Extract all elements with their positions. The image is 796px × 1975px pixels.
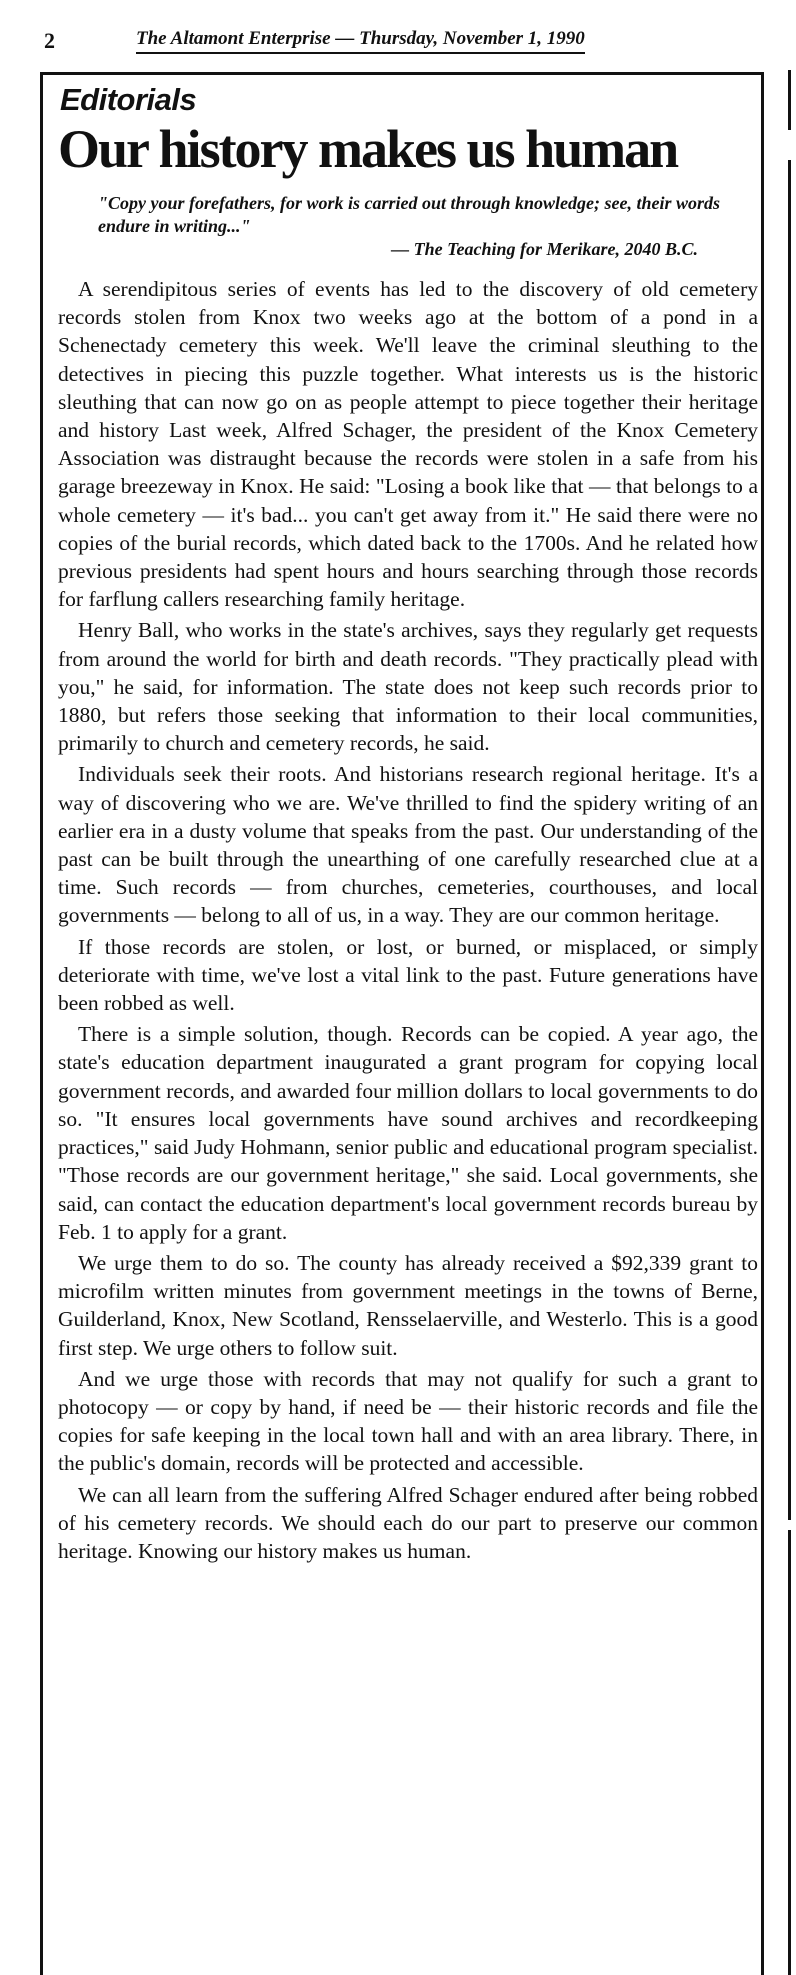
article-body — [58, 275, 758, 1565]
section-label: Editorials — [60, 82, 197, 117]
page-number: 2 — [44, 28, 55, 53]
epigraph-quote: "Copy your forefathers, for work is carried out through knowledge; see, their words endure in writing..." — [98, 193, 721, 236]
paragraph: We urge them to do so. The county has already received a $92,339 grant to microfilm written minutes from government meetings in the towns of Berne, Guilderland, Knox, New Scotland, Rensselaerville, and Westerlo. This is a good first step. We urge others to follow suit. — [58, 1250, 758, 1360]
epigraph — [98, 192, 738, 261]
paragraph: If those records are stolen, or lost, or burned, or misplaced, or simply deteriorate with time, we've lost a vital link to the past. Future generations have been robbed as well. — [58, 934, 758, 1016]
editorial-article — [58, 82, 758, 1568]
paragraph: There is a simple solution, though. Records can be copied. A year ago, the state's education department inaugurated a grant program for copying local government records, and awarded four million dollars to local governments to do so. "It ensures local governments have sound archives and recordkeeping practices," said Judy Hohmann, senior public and educational program specialist. "Those records are our government heritage," she said. Local governments, she said, can contact the education department's local government records bureau by Feb. 1 to apply for a grant. — [58, 1022, 758, 1244]
adjacent-column-rule — [788, 1530, 791, 1975]
paragraph: A serendipitous series of events has led to the discovery of old cemetery records stolen from Knox two weeks ago at the bottom of a pond in a Schenectady cemetery this week. We'll leave the criminal sleuthing to the detectives in piecing this puzzle together. What interests us is the historic sleuthing that can now go on as people attempt to piece together their heritage and history Last week, Alfred Schager, the president of the Knox Cemetery Association was distraught because the records were stolen in a safe from his garage breezeway in Knox. He said: "Losing a book like that — that belongs to a whole cemetery — it's bad... you can't get away from it." He said there were no copies of the burial records, which dated back to the 1700s. And he related how previous presidents had spent hours and hours searching through those records for farflung callers researching family heritage. — [58, 277, 758, 612]
running-head: The Altamont Enterprise — Thursday, November 1, 1990 — [136, 28, 585, 54]
headline: Our history makes us human — [58, 119, 678, 179]
adjacent-column-rule — [788, 160, 791, 1520]
paragraph: Henry Ball, who works in the state's archives, says they regularly get requests from around the world for birth and death records. "They practically plead with you," he said, for information. The state does not keep such records prior to 1880, but refers those seeking that information to their local communities, primarily to church and cemetery records, he said. — [58, 618, 758, 756]
page-header — [40, 26, 780, 56]
paragraph: And we urge those with records that may not qualify for such a grant to photocopy — or copy by hand, if need be — their historic records and file the copies for safe keeping in the local town hall and with an area library. There, in the public's domain, records will be protected and accessible. — [58, 1366, 758, 1476]
epigraph-source: — The Teaching for Merikare, 2040 B.C. — [391, 239, 698, 259]
adjacent-column-rule — [788, 70, 791, 130]
paragraph: We can all learn from the suffering Alfred Schager endured after being robbed of his cemetery records. We should each do our part to preserve our common heritage. Knowing our history makes us human. — [58, 1482, 758, 1563]
paragraph: Individuals seek their roots. And historians research regional heritage. It's a way of discovering who we are. We've thrilled to find the spidery writing of an earlier era in a dusty volume that speaks from the past. Our understanding of the past can be built through the unearthing of one carefully researched clue at a time. Such records — from churches, cemeteries, courthouses, and local governments — belong to all of us, in a way. They are our common heritage. — [58, 762, 758, 928]
